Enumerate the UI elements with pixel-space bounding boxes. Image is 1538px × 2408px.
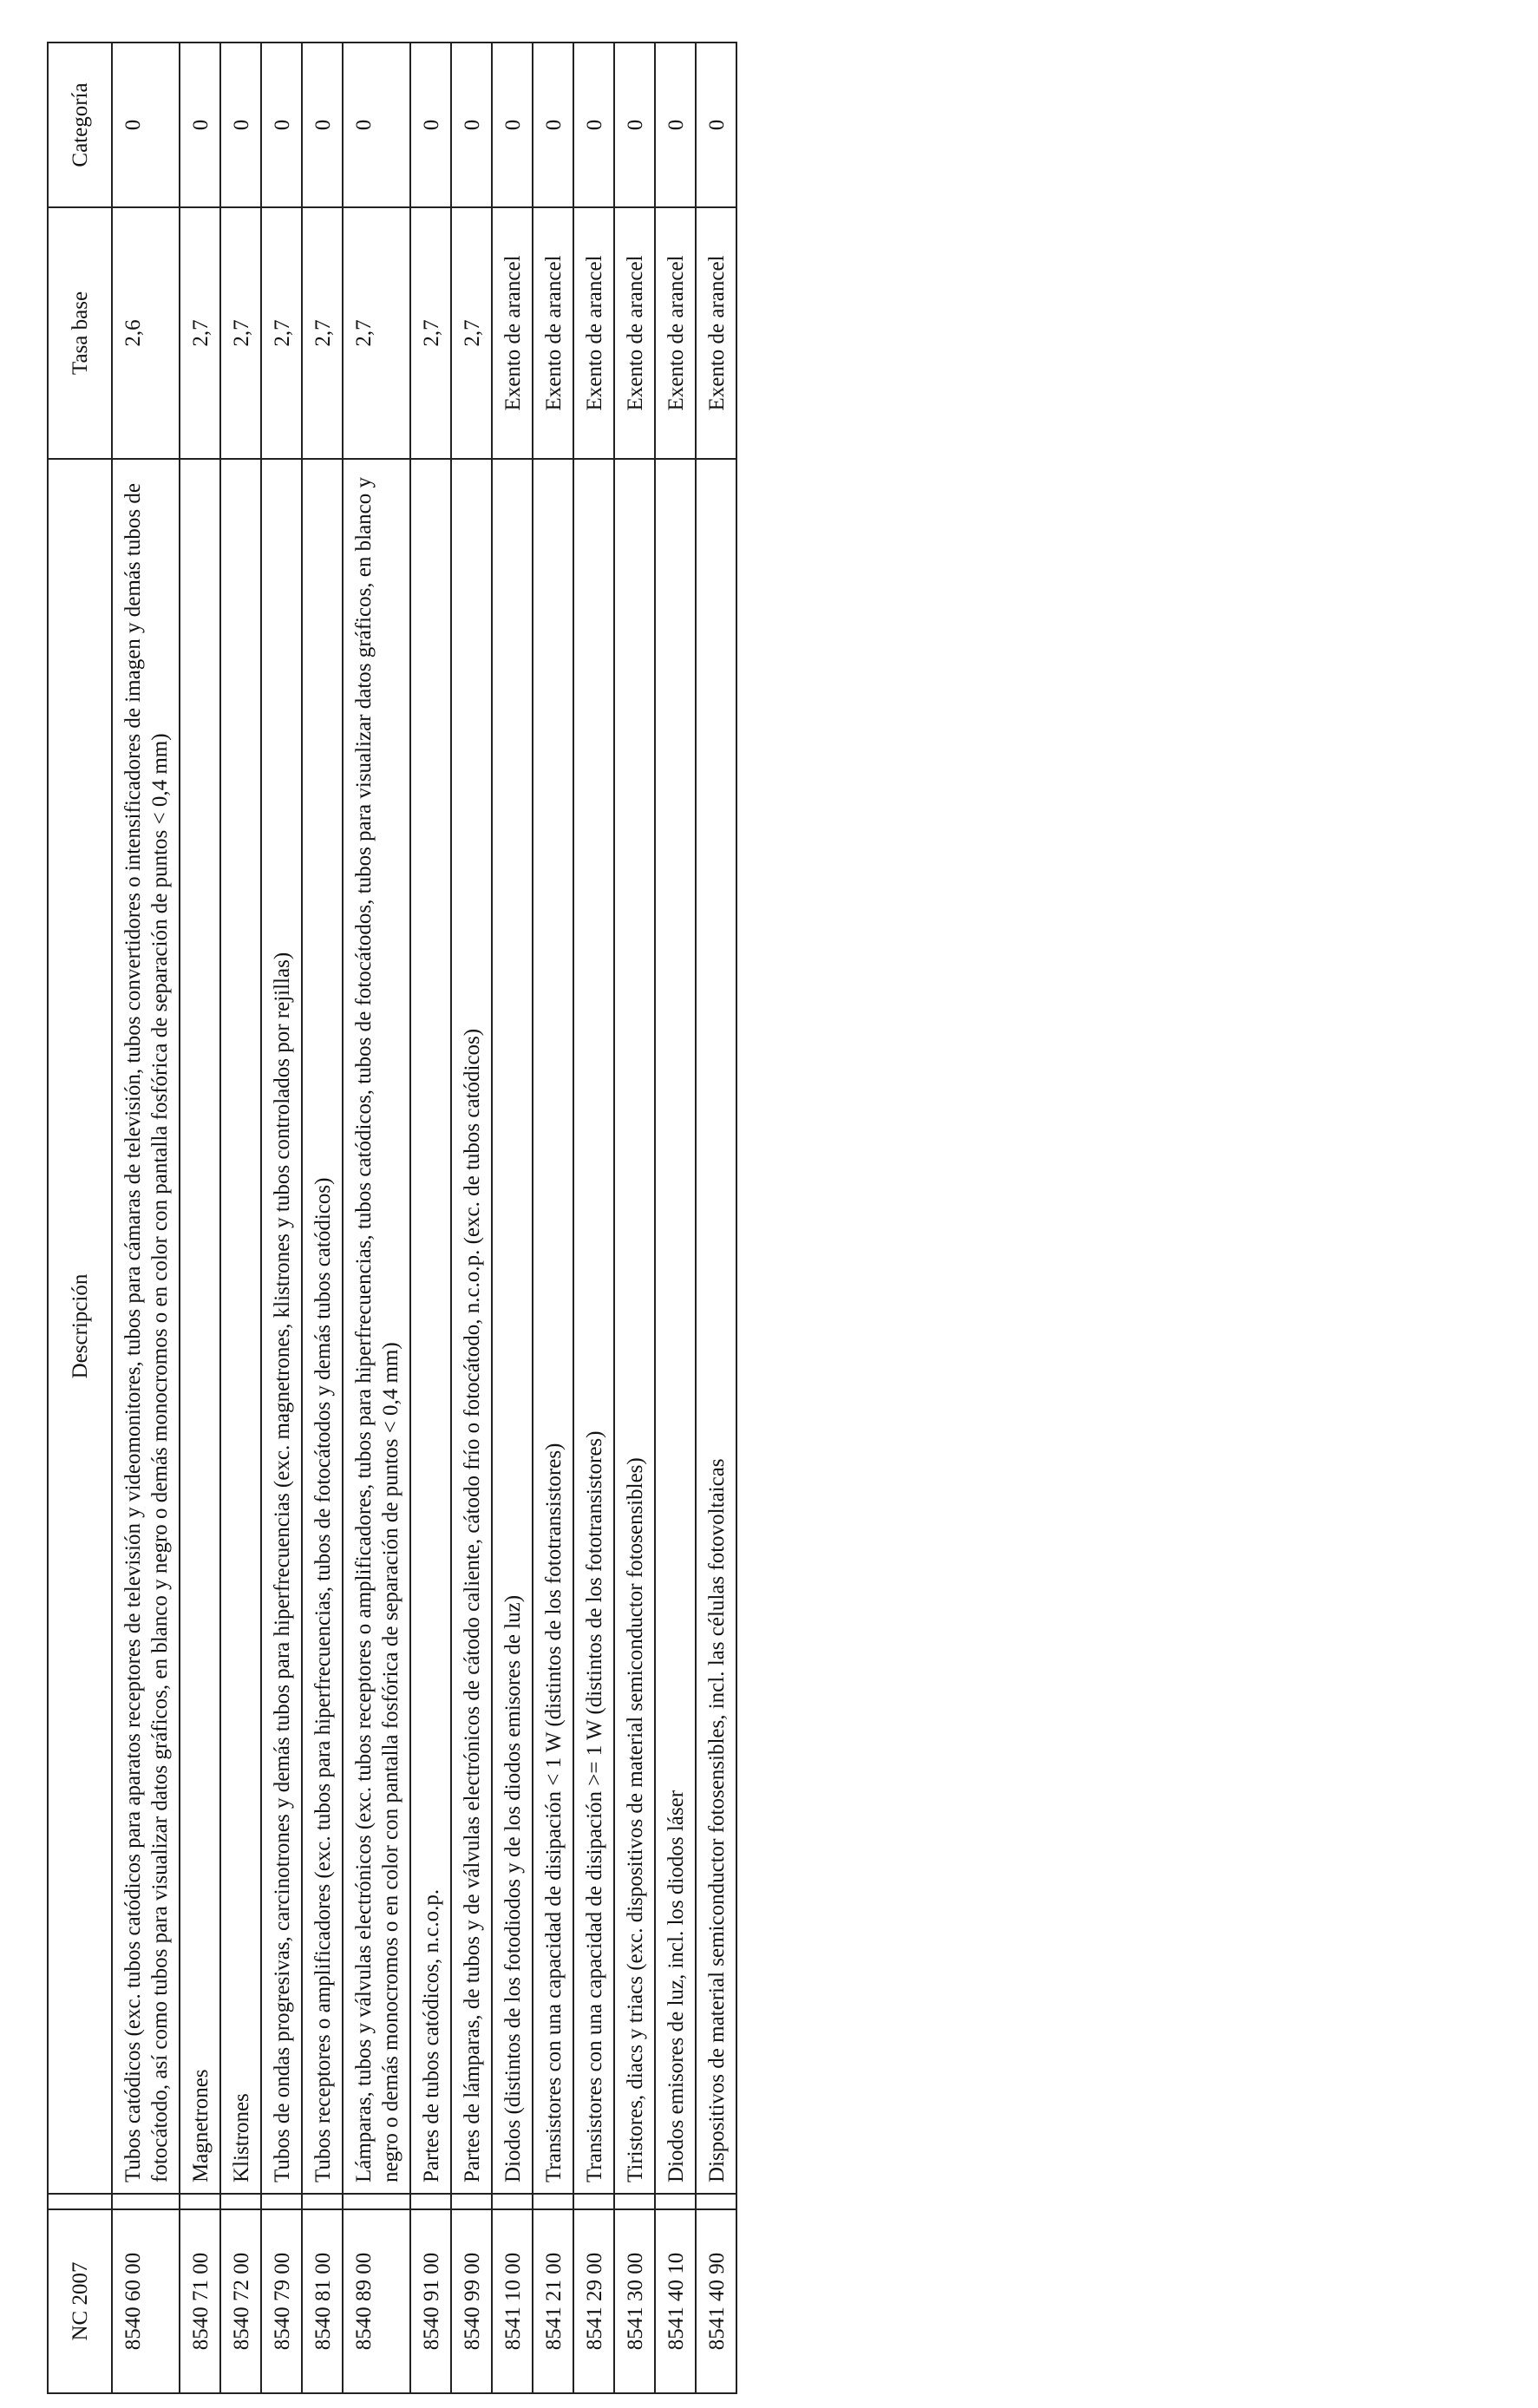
cell-rate: 2,7	[451, 207, 492, 459]
cell-category: 0	[343, 43, 410, 207]
cell-code: 8541 40 10	[655, 2209, 696, 2393]
cell-rate: 2,7	[410, 207, 451, 459]
cell-description: Diodos (distintos de los fotodiodos y de los diodos emisores de luz)	[492, 459, 533, 2194]
cell-rate: Exento de arancel	[696, 207, 736, 459]
header-code: NC 2007	[48, 2209, 112, 2393]
cell-gap	[696, 2194, 736, 2209]
table-row	[180, 43, 220, 2393]
cell-description: Partes de lámparas, de tubos y de válvulas electrónicos de cátodo caliente, cátodo frío o fotocátodo, n.c.o.p. (exc. de tubos catódicos)	[451, 459, 492, 2194]
cell-gap	[655, 2194, 696, 2209]
table-row	[261, 43, 302, 2393]
table-row	[655, 43, 696, 2393]
cell-category: 0	[655, 43, 696, 207]
cell-description: Dispositivos de material semiconductor fotosensibles, incl. las células fotovoltaicas	[696, 459, 736, 2194]
cell-description: Klistrones	[220, 459, 261, 2194]
table-body	[112, 43, 736, 2393]
cell-gap	[261, 2194, 302, 2209]
cell-category: 0	[614, 43, 655, 207]
cell-description: Tubos catódicos (exc. tubos catódicos para aparatos receptores de televisión y videomonitores, tubos para cámaras de televisión, tubos convertidores o intensificadores de imagen y demás tubos de fotocátodo, así como tubos para visualizar datos gráficos, en blanco y negro o demás monocromos o en color con pantalla fosfórica de separación de puntos < 0,4 mm)	[112, 459, 180, 2194]
table-header	[48, 43, 112, 2393]
table-row	[696, 43, 736, 2393]
cell-gap	[614, 2194, 655, 2209]
table-row	[302, 43, 343, 2393]
cell-rate: Exento de arancel	[533, 207, 573, 459]
cell-code: 8540 72 00	[220, 2209, 261, 2393]
cell-gap	[492, 2194, 533, 2209]
cell-code: 8540 60 00	[112, 2209, 180, 2393]
cell-gap	[343, 2194, 410, 2209]
header-gap	[48, 2194, 112, 2209]
table-row	[410, 43, 451, 2393]
header-row	[48, 43, 112, 2393]
cell-code: 8541 30 00	[614, 2209, 655, 2393]
table-row	[533, 43, 573, 2393]
header-category: Categoría	[48, 43, 112, 207]
cell-gap	[220, 2194, 261, 2209]
cell-description: Tubos receptores o amplificadores (exc. tubos para hiperfrecuencias, tubos de fotocátodos y demás tubos catódicos)	[302, 459, 343, 2194]
cell-description: Transistores con una capacidad de disipación >= 1 W (distintos de los fototransistores)	[573, 459, 614, 2194]
cell-code: 8540 79 00	[261, 2209, 302, 2393]
table-row	[573, 43, 614, 2393]
cell-rate: Exento de arancel	[655, 207, 696, 459]
table-row	[614, 43, 655, 2393]
table-row	[220, 43, 261, 2393]
cell-category: 0	[451, 43, 492, 207]
cell-category: 0	[573, 43, 614, 207]
cell-description: Tubos de ondas progresivas, carcinotrones y demás tubos para hiperfrecuencias (exc. magnetrones, klistrones y tubos controlados por rejillas)	[261, 459, 302, 2194]
cell-gap	[112, 2194, 180, 2209]
cell-category: 0	[492, 43, 533, 207]
tariff-table	[47, 42, 737, 2394]
cell-code: 8540 91 00	[410, 2209, 451, 2393]
cell-rate: 2,7	[180, 207, 220, 459]
cell-gap	[410, 2194, 451, 2209]
cell-category: 0	[112, 43, 180, 207]
cell-code: 8540 71 00	[180, 2209, 220, 2393]
cell-rate: Exento de arancel	[492, 207, 533, 459]
cell-gap	[302, 2194, 343, 2209]
cell-rate: 2,7	[343, 207, 410, 459]
cell-category: 0	[261, 43, 302, 207]
cell-code: 8541 40 90	[696, 2209, 736, 2393]
cell-description: Magnetrones	[180, 459, 220, 2194]
cell-gap	[180, 2194, 220, 2209]
cell-gap	[573, 2194, 614, 2209]
cell-rate: Exento de arancel	[614, 207, 655, 459]
cell-category: 0	[410, 43, 451, 207]
cell-code: 8540 99 00	[451, 2209, 492, 2393]
cell-category: 0	[302, 43, 343, 207]
cell-category: 0	[696, 43, 736, 207]
cell-description: Diodos emisores de luz, incl. los diodos láser	[655, 459, 696, 2194]
header-description: Descripción	[48, 459, 112, 2194]
cell-code: 8541 10 00	[492, 2209, 533, 2393]
cell-code: 8540 81 00	[302, 2209, 343, 2393]
table-row	[112, 43, 180, 2393]
cell-rate: 2,7	[302, 207, 343, 459]
cell-category: 0	[533, 43, 573, 207]
cell-description: Partes de tubos catódicos, n.c.o.p.	[410, 459, 451, 2194]
cell-rate: Exento de arancel	[573, 207, 614, 459]
header-rate: Tasa base	[48, 207, 112, 459]
cell-category: 0	[180, 43, 220, 207]
cell-rate: 2,6	[112, 207, 180, 459]
cell-code: 8540 89 00	[343, 2209, 410, 2393]
cell-rate: 2,7	[220, 207, 261, 459]
cell-rate: 2,7	[261, 207, 302, 459]
cell-gap	[533, 2194, 573, 2209]
cell-category: 0	[220, 43, 261, 207]
table-row	[343, 43, 410, 2393]
cell-code: 8541 21 00	[533, 2209, 573, 2393]
cell-description: Tiristores, diacs y triacs (exc. dispositivos de material semiconductor fotosensibles)	[614, 459, 655, 2194]
cell-gap	[451, 2194, 492, 2209]
cell-description: Lámparas, tubos y válvulas electrónicos (exc. tubos receptores o amplificadores, tubos para hiperfrecuencias, tubos catódicos, tubos de fotocátodos, tubos para visualizar datos gráficos, en blanco y negro o demás monocromos o en color con pantalla fosfórica de separación de puntos < 0,4 mm)	[343, 459, 410, 2194]
cell-code: 8541 29 00	[573, 2209, 614, 2393]
table-row	[451, 43, 492, 2393]
table-row	[492, 43, 533, 2393]
cell-description: Transistores con una capacidad de disipación < 1 W (distintos de los fototransistores)	[533, 459, 573, 2194]
